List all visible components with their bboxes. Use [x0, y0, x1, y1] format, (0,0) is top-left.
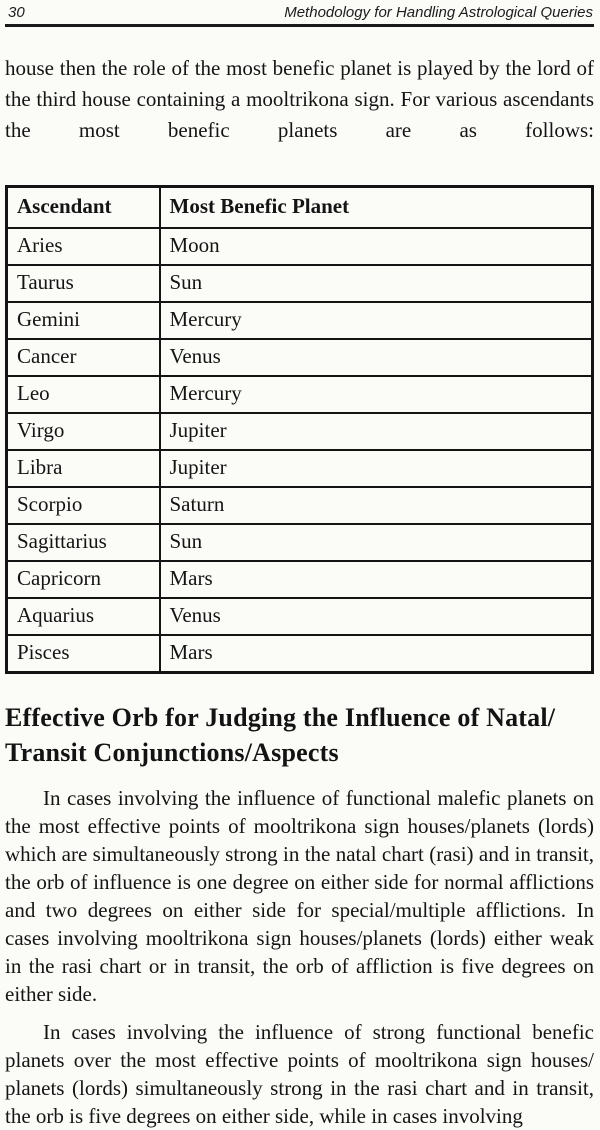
ascendant-cell: Scorpio — [7, 487, 160, 524]
table-row — [7, 598, 593, 635]
table-row — [7, 302, 593, 339]
planet-cell: Venus — [160, 598, 593, 635]
planet-cell: Moon — [160, 228, 593, 265]
planet-cell: Mars — [160, 561, 593, 598]
table-row — [7, 376, 593, 413]
section-paragraph-2: In cases involving the influence of strong functional benefic planets over the most effective points of mooltrikona sign houses/ planets (lords) simultaneously strong in the rasi chart and in transit, the orb is five degrees on either side, while in cases involving — [5, 1020, 594, 1128]
page-header — [5, 3, 594, 21]
ascendant-cell: Cancer — [7, 339, 160, 376]
section-heading — [5, 700, 594, 770]
table-row — [7, 524, 593, 561]
table-row — [7, 228, 593, 265]
intro-paragraph: house then the role of the most benefic planet is played by the lord of the third house containing a mooltrikona sign. For various ascendants the most benefic planets are as follows: — [5, 56, 594, 142]
planet-cell: Mercury — [160, 302, 593, 339]
ascendant-cell: Libra — [7, 450, 160, 487]
section-heading-line2: Transit Conjunctions/Aspects — [5, 738, 339, 767]
ascendant-cell: Capricorn — [7, 561, 160, 598]
table-row — [7, 450, 593, 487]
table-row — [7, 635, 593, 673]
section-heading-line1: Effective Orb for Judging the Influence of Natal/ — [5, 703, 556, 732]
planet-cell: Mars — [160, 635, 593, 673]
running-title: Methodology for Handling Astrological Queries — [284, 4, 593, 21]
table-row — [7, 339, 593, 376]
planet-cell: Sun — [160, 265, 593, 302]
planet-cell: Mercury — [160, 376, 593, 413]
planet-cell: Sun — [160, 524, 593, 561]
ascendant-cell: Aries — [7, 228, 160, 265]
table-head — [7, 187, 593, 229]
page-number: 30 — [8, 4, 25, 21]
ascendant-cell: Aquarius — [7, 598, 160, 635]
planet-column-header: Most Benefic Planet — [160, 187, 593, 229]
table-row — [7, 487, 593, 524]
ascendant-cell: Pisces — [7, 635, 160, 673]
planet-cell: Venus — [160, 339, 593, 376]
ascendant-cell: Gemini — [7, 302, 160, 339]
benefic-table-body — [7, 228, 593, 673]
ascendant-cell: Leo — [7, 376, 160, 413]
ascendant-cell: Taurus — [7, 265, 160, 302]
ascendant-cell: Virgo — [7, 413, 160, 450]
ascendant-cell: Sagittarius — [7, 524, 160, 561]
planet-cell: Saturn — [160, 487, 593, 524]
table-header-row — [7, 187, 593, 229]
planet-cell: Jupiter — [160, 413, 593, 450]
planet-cell: Jupiter — [160, 450, 593, 487]
benefic-planet-table — [5, 185, 594, 674]
header-rule — [5, 24, 594, 27]
table-row — [7, 561, 593, 598]
section-paragraph-1: In cases involving the influence of functional malefic planets on the most effective points of mooltrikona sign houses/planets (lords) which are simultaneously strong in the natal chart (rasi) and in transit, the orb of influence is one degree on either side for normal afflictions and two degrees on either side for special/multiple afflictions. In cases involving mooltrikona sign houses/planets (lords) either weak in the rasi chart or in transit, the orb of affliction is five degrees on either side. — [5, 786, 594, 1006]
ascendant-column-header: Ascendant — [7, 187, 160, 229]
table-row — [7, 265, 593, 302]
table-row — [7, 413, 593, 450]
